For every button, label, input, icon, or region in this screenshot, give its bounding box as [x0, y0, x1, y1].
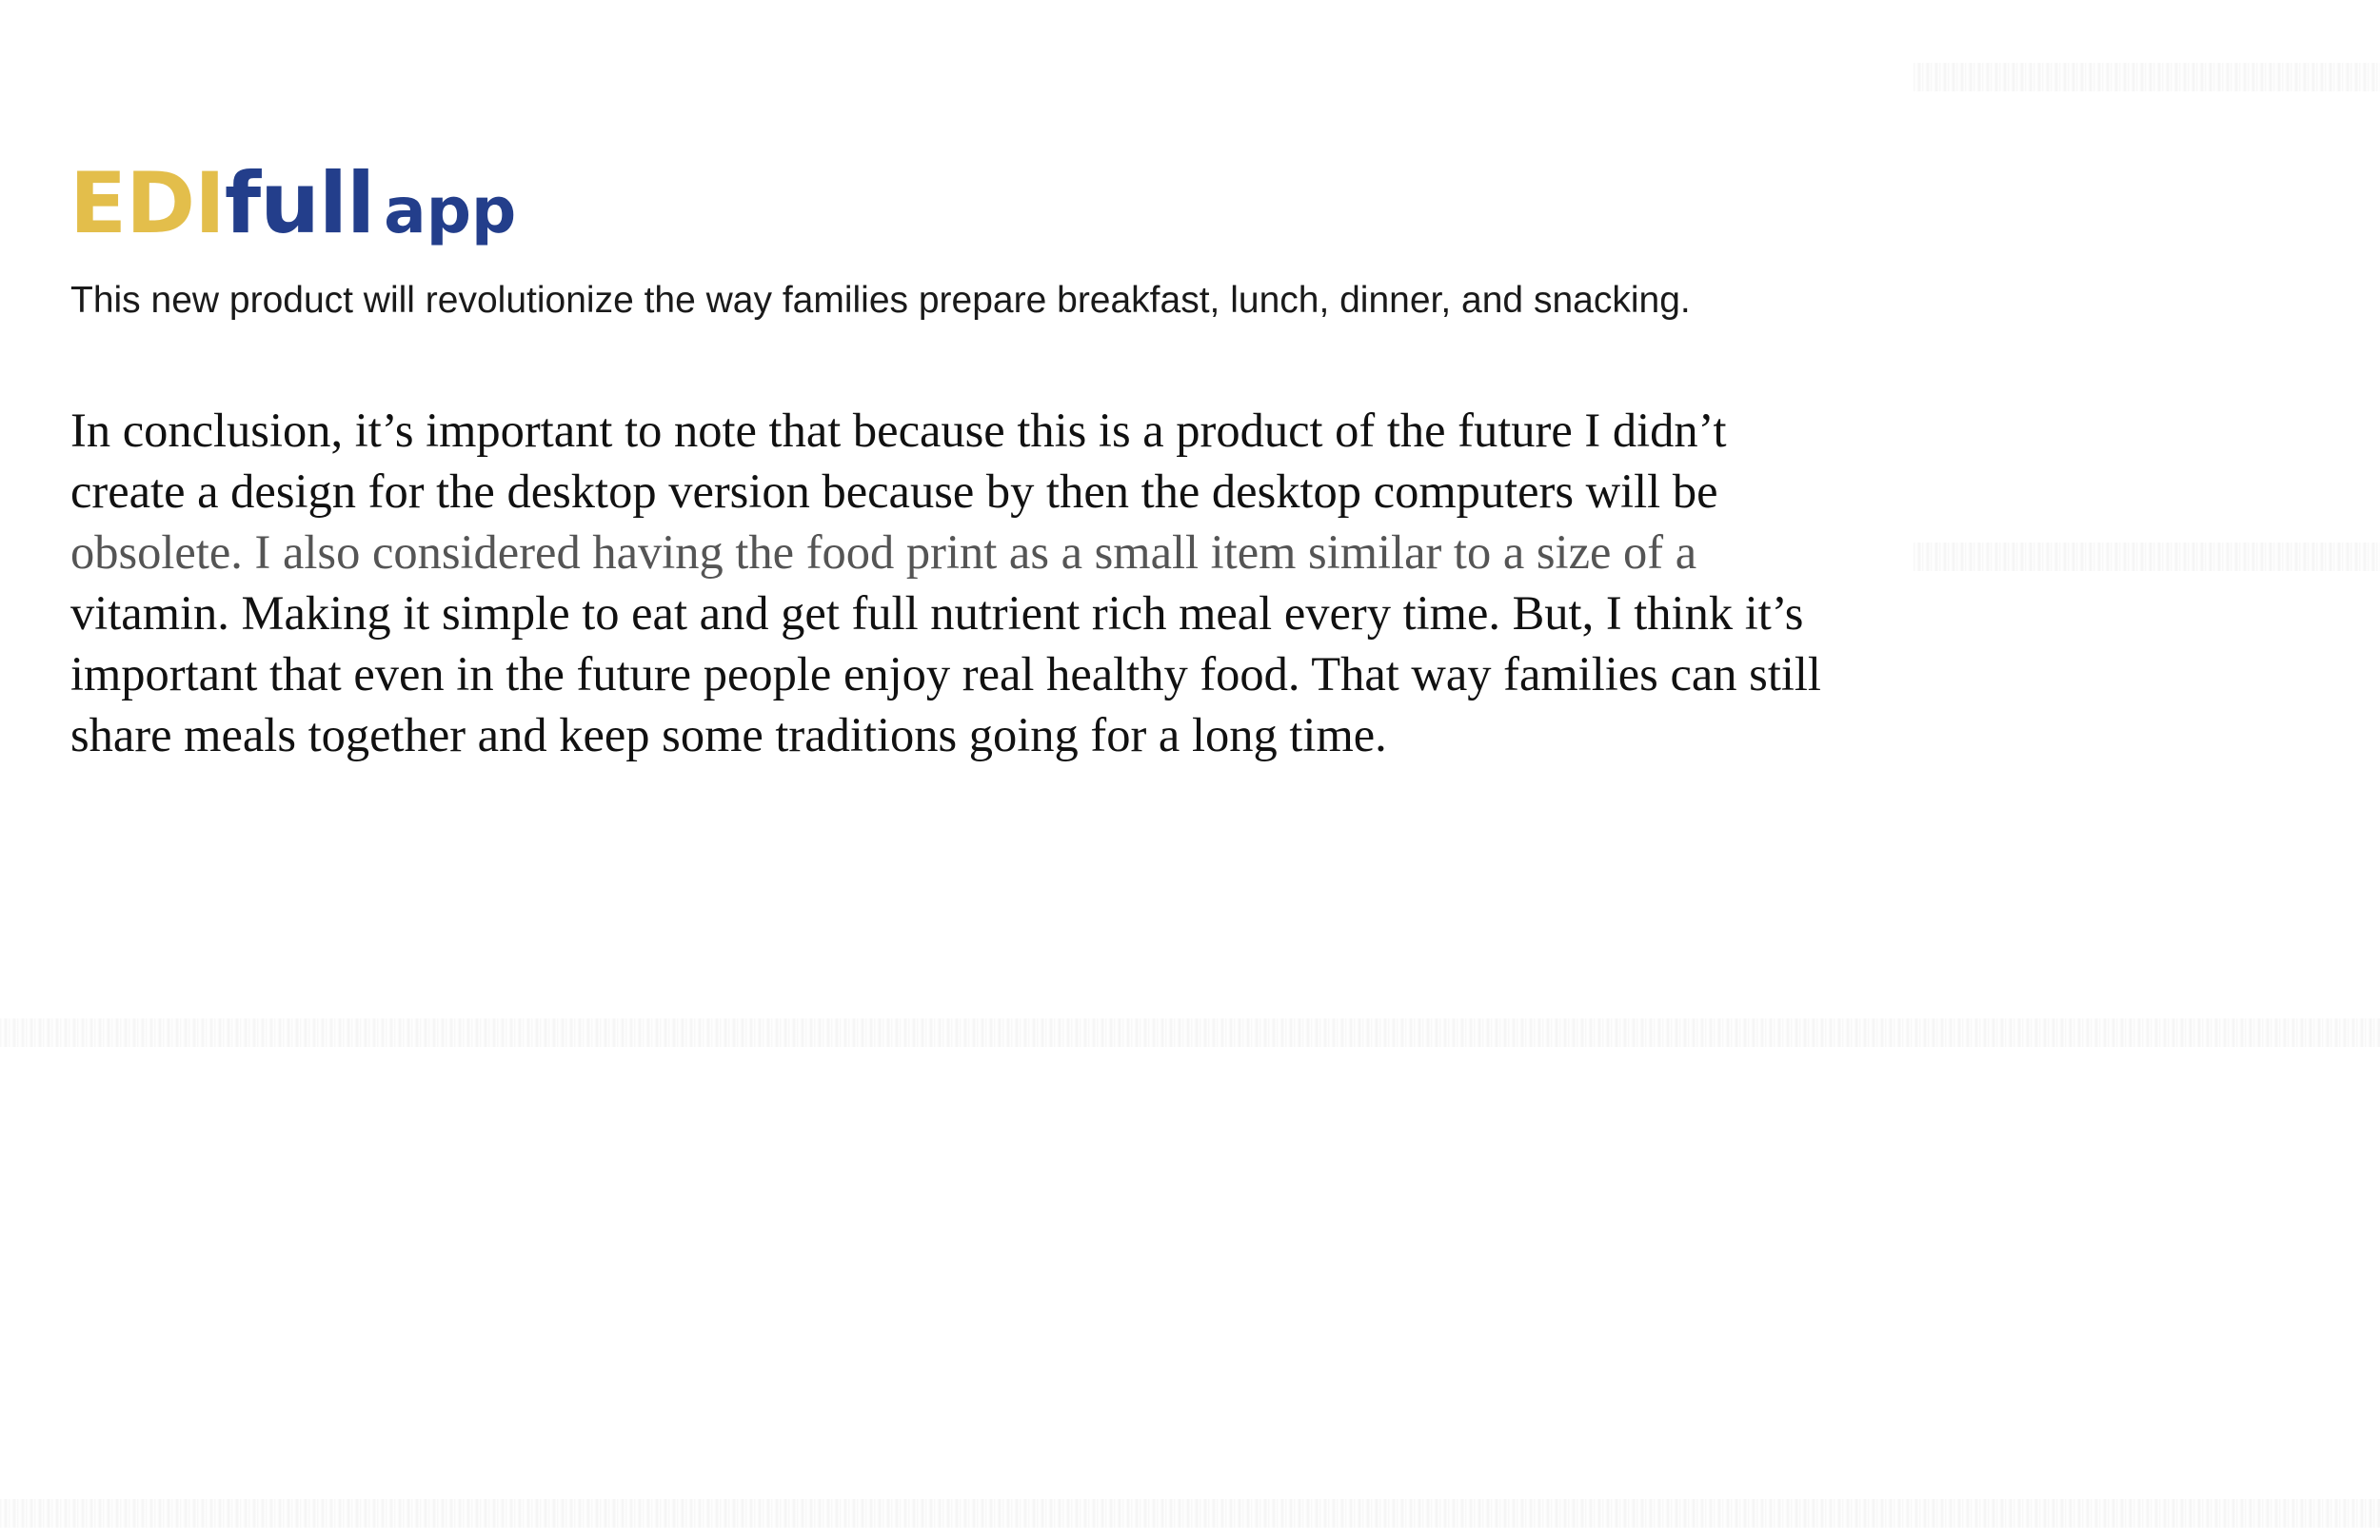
app-title-full: full — [224, 154, 375, 252]
scan-artifact-band-bottom — [0, 1499, 2380, 1528]
scan-artifact-band-lower — [0, 1018, 2380, 1047]
paragraph-line: share meals together and keep some traditions going for a long time. — [70, 708, 1387, 761]
subtitle: This new product will revolutionize the way families prepare breakfast, lunch, dinner, and snacking. — [70, 280, 1691, 321]
paragraph-line: create a design for the desktop version because by then the desktop computers will be — [70, 464, 1718, 518]
app-title — [69, 154, 517, 252]
paragraph-line: In conclusion, it’s important to note that because this is a product of the future I didn’t — [70, 404, 1727, 457]
paragraph-line: vitamin. Making it simple to eat and get full nutrient rich meal every time. But, I think it’s — [70, 586, 1804, 640]
conclusion-paragraph — [70, 400, 1974, 765]
scan-artifact-mid-right — [1914, 543, 2380, 571]
paragraph-line: important that even in the future people enjoy real healthy food. That way families can still — [70, 647, 1821, 701]
scan-artifact-top-right — [1914, 63, 2380, 91]
app-title-edi: EDI — [69, 154, 225, 252]
app-title-app: app — [384, 174, 517, 247]
paragraph-line: obsolete. I also considered having the food print as a small item similar to a size of a — [70, 525, 1697, 579]
